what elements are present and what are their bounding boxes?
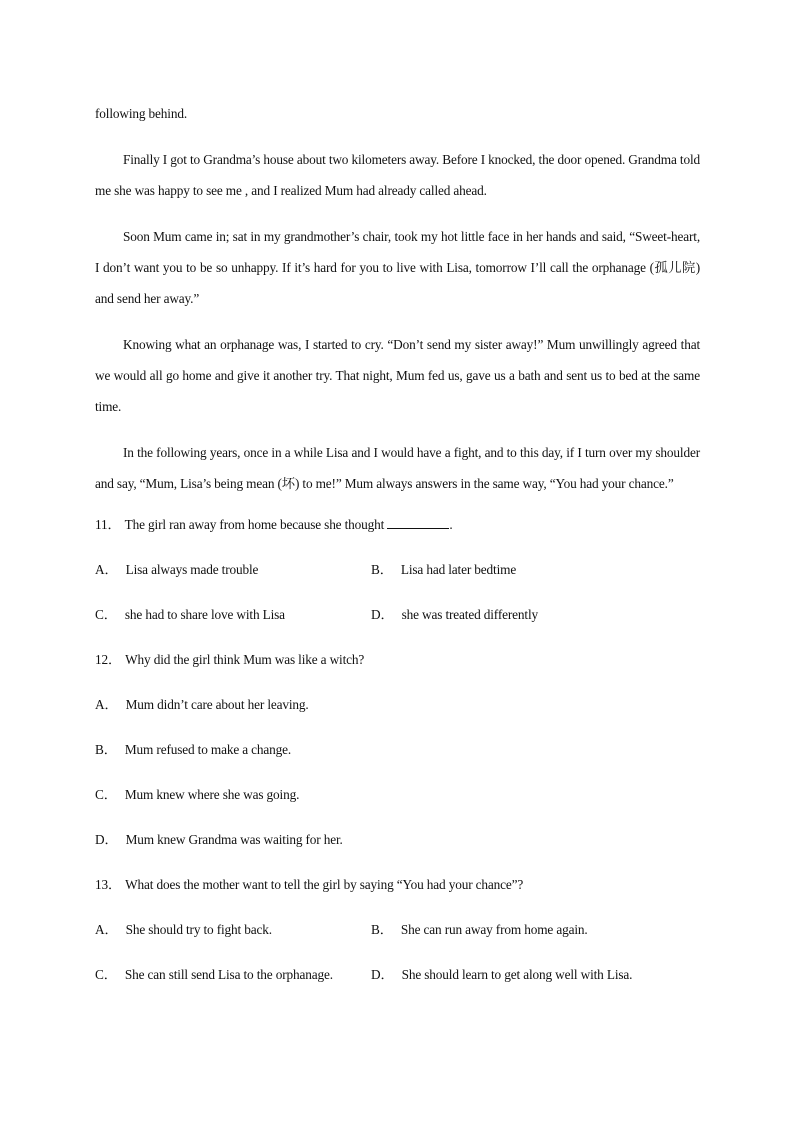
option-text: She should learn to get along well with Lisa.	[401, 967, 633, 982]
option-letter: C．	[95, 967, 117, 982]
option-a	[95, 694, 700, 739]
option-text: Mum refused to make a change.	[124, 742, 292, 757]
option-letter: A．	[95, 922, 118, 937]
option-text: She can still send Lisa to the orphanage.	[124, 967, 333, 982]
question-suffix: .	[449, 517, 453, 532]
option-a	[95, 919, 272, 941]
option-c	[95, 604, 285, 626]
option-letter: A．	[95, 697, 118, 712]
option-text: She can run away from home again.	[400, 922, 588, 937]
option-text: Lisa had later bedtime	[400, 562, 517, 577]
option-letter: C．	[95, 607, 117, 622]
option-text: Lisa always made trouble	[125, 562, 259, 577]
passage-paragraph: Soon Mum came in; sat in my grandmother’s chair, took my hot little face in her hands and said, “Sweet-heart, I don’t want you to be so unhappy. If it’s hard for you to live with Lisa, tomorrow I’ll call the orphanage (孤儿院) and send her away.”	[95, 229, 700, 306]
options-row	[95, 964, 700, 1009]
question-13-stem	[95, 874, 700, 919]
option-text: Mum knew where she was going.	[124, 787, 300, 802]
question-text: The girl ran away from home because she thought	[124, 517, 385, 532]
option-text: she was treated differently	[401, 607, 538, 622]
option-b	[95, 739, 700, 784]
option-text: Mum knew Grandma was waiting for her.	[125, 832, 343, 847]
option-letter: D．	[95, 832, 118, 847]
option-letter: A．	[95, 562, 118, 577]
option-b	[371, 919, 588, 941]
option-letter: B．	[371, 922, 393, 937]
option-d	[371, 604, 538, 626]
passage-paragraph: In the following years, once in a while Lisa and I would have a fight, and to this day, if I turn over my shoulder and say, “Mum, Lisa’s being mean (坏) to me!” Mum always answers in the same way, “You had your chance.”	[95, 445, 700, 491]
option-letter: B．	[371, 562, 393, 577]
question-number: 13．	[95, 877, 122, 892]
options-row	[95, 919, 700, 964]
option-text: she had to share love with Lisa	[124, 607, 285, 622]
option-letter: D．	[371, 607, 394, 622]
question-12-stem	[95, 649, 700, 694]
question-number: 12．	[95, 652, 122, 667]
option-c	[95, 964, 333, 986]
option-letter: C．	[95, 787, 117, 802]
question-text: What does the mother want to tell the girl by saying “You had your chance”?	[125, 877, 524, 892]
passage-paragraph: Finally I got to Grandma’s house about two kilometers away. Before I knocked, the door opened. Grandma told me she was happy to see me , and I realized Mum had already called ahead.	[95, 152, 700, 198]
option-c	[95, 784, 700, 829]
option-b	[371, 559, 516, 581]
question-text: Why did the girl think Mum was like a witch?	[125, 652, 365, 667]
passage-paragraph: following behind.	[95, 106, 187, 121]
options-row	[95, 604, 700, 649]
option-text: She should try to fight back.	[125, 922, 272, 937]
document-content	[95, 98, 700, 1009]
option-letter: D．	[371, 967, 394, 982]
question-11-stem	[95, 514, 700, 559]
option-d	[95, 829, 700, 874]
option-d	[371, 964, 632, 986]
answer-blank	[387, 516, 449, 529]
passage-paragraph: Knowing what an orphanage was, I started to cry. “Don’t send my sister away!” Mum unwillingly agreed that we would all go home and give it another try. That night, Mum fed us, gave us a bath and sent us to bed at the same time.	[95, 337, 700, 414]
option-a	[95, 559, 258, 581]
options-row	[95, 559, 700, 604]
option-text: Mum didn’t care about her leaving.	[125, 697, 309, 712]
question-number: 11．	[95, 517, 121, 532]
option-letter: B．	[95, 742, 117, 757]
